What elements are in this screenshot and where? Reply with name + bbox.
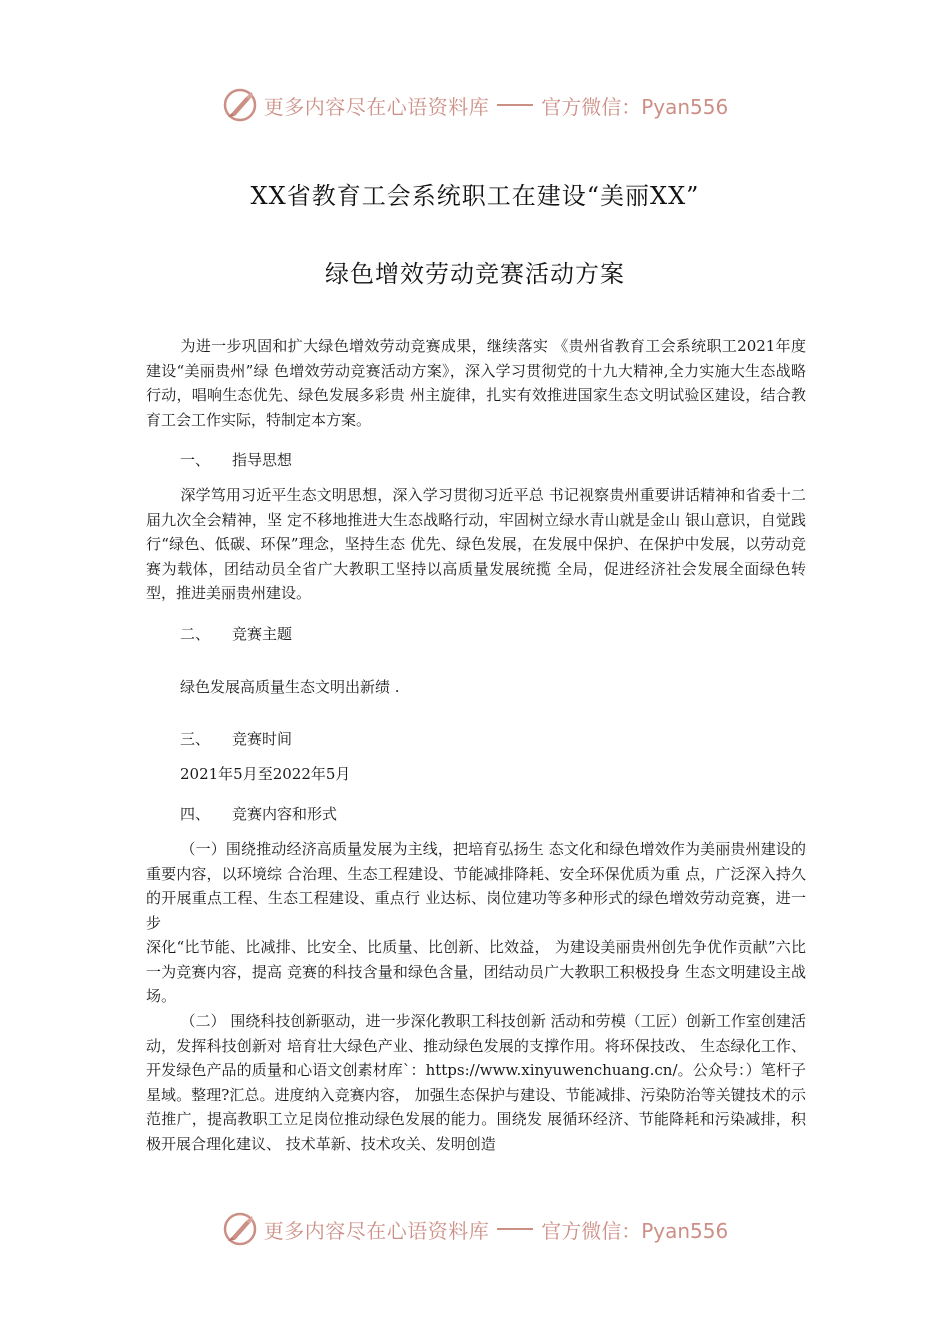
section-number: 二、 <box>180 624 211 643</box>
section1-paragraph: 深学笃用习近平生态文明思想，深入学习贯彻习近平总 书记视察贵州重要讲话精神和省委十二届九次全会精神，坚 定不移地推进大生态战略行动，牢固树立绿水青山就是金山 银山意识，自觉践行“绿色、低碳、环保”理念，坚持生态 优先、绿色发展，在发展中保护、在保护中发展，以劳动竞 赛为载体，团结动员全省广大教职工坚持以高质量发展统揽 全局，促进经济社会发展全面绿色转型，推进美丽贵州建设。 <box>146 485 806 603</box>
section2-paragraph: 绿色发展高质量生态文明出新绩 . <box>180 677 400 696</box>
section-number: 三、 <box>180 730 211 749</box>
document-title-line2: 绿色增效劳动竞赛活动方案 <box>325 260 625 288</box>
section-heading-3 <box>146 727 806 752</box>
banner-separator <box>497 104 533 106</box>
section-heading-1 <box>146 448 806 473</box>
pen-circle-icon <box>222 87 258 123</box>
section-number: 四、 <box>180 805 211 824</box>
banner-wechat-contact: 官方微信：Pyan556 <box>541 1218 729 1243</box>
section-title: 竞赛内容和形式 <box>232 805 338 824</box>
banner-site-name: 更多内容尽在心语资料库 <box>263 1218 490 1243</box>
section-title: 竞赛主题 <box>232 624 293 643</box>
section3-paragraph: 2021年5月至2022年5月 <box>180 764 351 783</box>
intro-paragraph: 为进一步巩固和扩大绿色增效劳动竞赛成果，继续落实 《贵州省教育工会系统职工2021年度建设“美丽贵州”绿 色增效劳动竞赛活动方案》，深入学习贯彻党的十九大精神,全力实施大生态战略行动，唱响生态优先、绿色发展多彩贵 州主旋律，扎实有效推进国家生态文明试验区建设，结合教 育工会工作实际，特制定本方案。 <box>146 337 806 429</box>
document-title-line1: XX省教育工会系统职工在建设“美丽XX” <box>250 182 700 210</box>
section-heading-2 <box>146 622 806 647</box>
section4-paragraph-1b: 深化“比节能、比减排、比安全、比质量、比创新、比效益， 为建设美丽贵州创先争优作贡献”六比一为竞赛内容，提高 竞赛的科技含量和绿色含量，团结动员广大教职工积极投身 生态文明建设主战场。 <box>146 938 806 1006</box>
pen-circle-icon <box>222 1211 258 1247</box>
banner-site-name: 更多内容尽在心语资料库 <box>263 94 490 119</box>
section-title: 指导思想 <box>232 451 293 470</box>
section4-paragraph-2: （二） 围绕科技创新驱动，进一步深化教职工科技创新 活动和劳模（工匠）创新工作室创建活动，发挥科技创新对 培育壮大绿色产业、推动绿色发展的支撑作用。将环保技改、 生态绿化工作、开发绿色产品的质量和心语文创素材库`：https://www.xinyuwenchuang.cn/。公众号：）笔杆子星域。整理?汇总。进度纳入竞赛内容， 加强生态保护与建设、节能减排、污染防治等关键技术的示 范推广，提高教职工立足岗位推动绿色发展的能力。围绕发 展循环经济、节能降耗和污染减排，积极开展合理化建议、 技术革新、技术攻关、发明创造 <box>146 1012 806 1154</box>
footer-watermark-banner <box>0 1206 950 1252</box>
section-number: 一、 <box>180 451 211 470</box>
banner-content <box>222 87 729 123</box>
section4-paragraph-1a: （一）围绕推动经济高质量发展为主线，把培育弘扬生 态文化和绿色增效作为美丽贵州建设的重要内容，以环境综 合治理、生态工程建设、节能减排降耗、安全环保优质为重 点，广泛深入持久的开展重点工程、生态工程建设、重点行 业达标、岗位建功等多种形式的绿色增效劳动竞赛，进一步 <box>146 839 806 932</box>
banner-content <box>222 1211 729 1247</box>
header-watermark-banner <box>0 82 950 128</box>
section-title: 竞赛时间 <box>232 730 293 749</box>
section-heading-4 <box>146 802 806 827</box>
document-body <box>146 334 806 1157</box>
banner-wechat-contact: 官方微信：Pyan556 <box>541 94 729 119</box>
banner-separator <box>497 1228 533 1230</box>
